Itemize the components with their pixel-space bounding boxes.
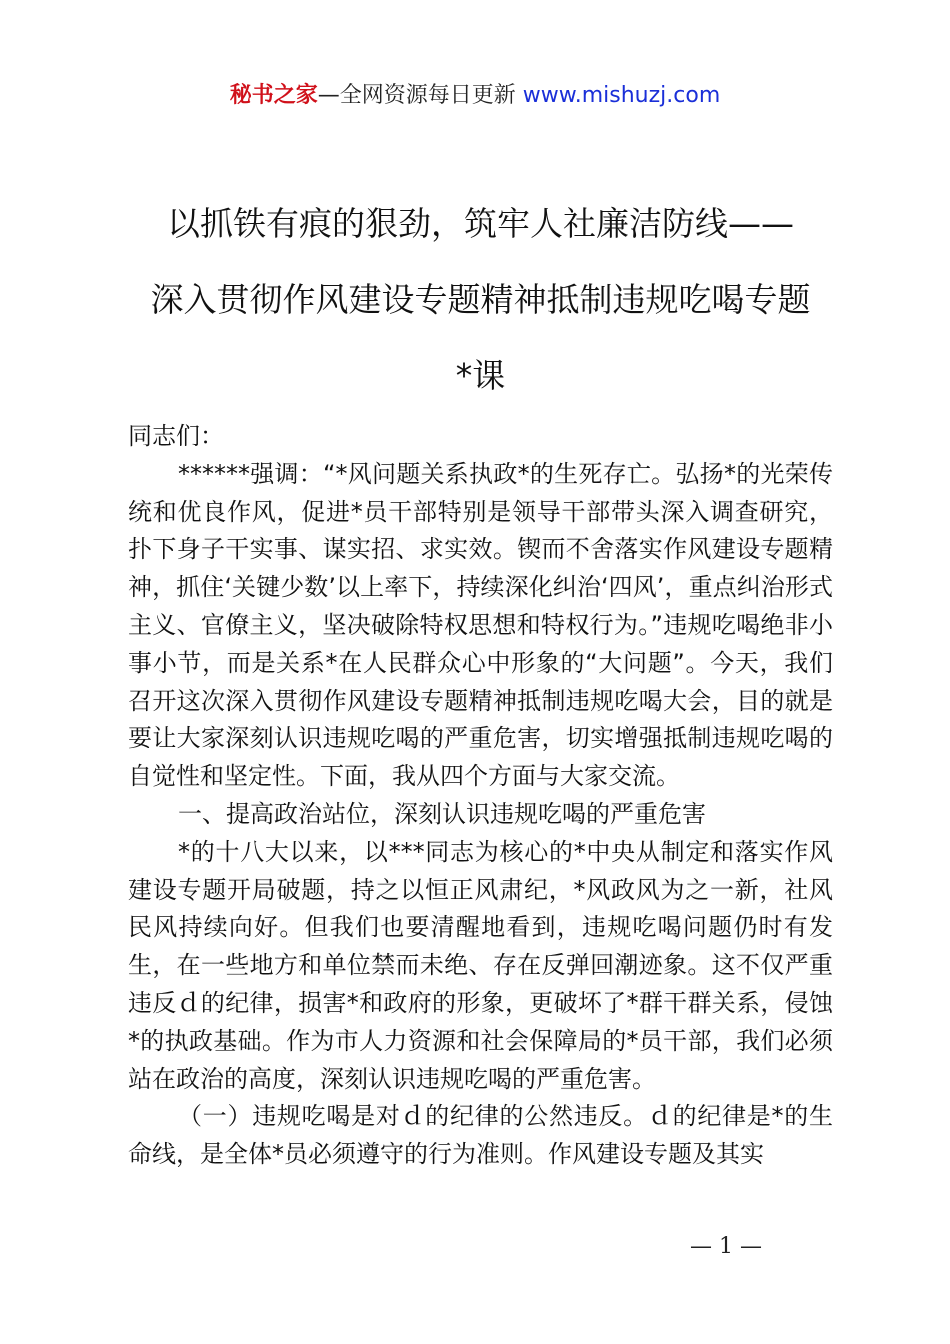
subsection-paragraph: （一）违规吃喝是对ｄ的纪律的公然违反。ｄ的纪律是*的生命线，是全体*员必须遵守的行为准则。作风建设专题及其实: [128, 1102, 833, 1169]
site-url-link[interactable]: www.mishuzj.com: [522, 83, 721, 108]
header-tagline: —全网资源每日更新: [317, 83, 516, 108]
section-heading: 一、提高政治站位，深刻认识违规吃喝的严重危害: [178, 799, 706, 828]
body-paragraph: ******强调：“*风问题关系执政*的生死存亡。弘扬*的光荣传统和优良作风，促进*员干部特别是领导干部带头深入调查研究，扑下身子干实事、谋实招、求实效。锲而不舍落实作风建设专题精神，抓住‘关键少数’以上率下，持续深化纠治‘四风’，重点纠治形式主义、官僚主义，坚决破除特权思想和特权行为。”违规吃喝绝非小事小节，而是关系*在人民群众心中形象的“大问题”。今天，我们召开这次深入贯彻作风建设专题精神抵制违规吃喝大会，目的就是要让大家深刻认识违规吃喝的严重危害，切实增强抵制违规吃喝的自觉性和坚定性。下面，我从四个方面与大家交流。: [128, 459, 833, 791]
brand-name: 秘书之家: [229, 83, 318, 108]
title-line-2: 深入贯彻作风建设专题精神抵制违规吃喝专题: [150, 280, 811, 319]
salutation: 同志们：: [128, 422, 224, 450]
title-line-1: 以抓铁有痕的狠劲，筑牢人社廉洁防线——: [167, 204, 794, 243]
site-header: [0, 80, 950, 112]
page-number: — 1 —: [690, 1234, 762, 1259]
body-paragraph: *的十八大以来，以***同志为核心的*中央从制定和落实作风建设专题开局破题，持之以恒正风肃纪，*风政风为之一新，社风民风持续向好。但我们也要清醒地看到，违规吃喝问题仍时有发生，在一些地方和单位禁而未绝、存在反弹回潮迹象。这不仅严重违反ｄ的纪律，损害*和政府的形象，更破坏了*群干群关系，侵蚀*的执政基础。作为市人力资源和社会保障局的*员干部，我们必须站在政治的高度，深刻认识违规吃喝的严重危害。: [128, 837, 833, 1093]
title-line-3: *课: [455, 356, 506, 395]
document-title: [128, 186, 833, 414]
document-body: [128, 418, 833, 1174]
